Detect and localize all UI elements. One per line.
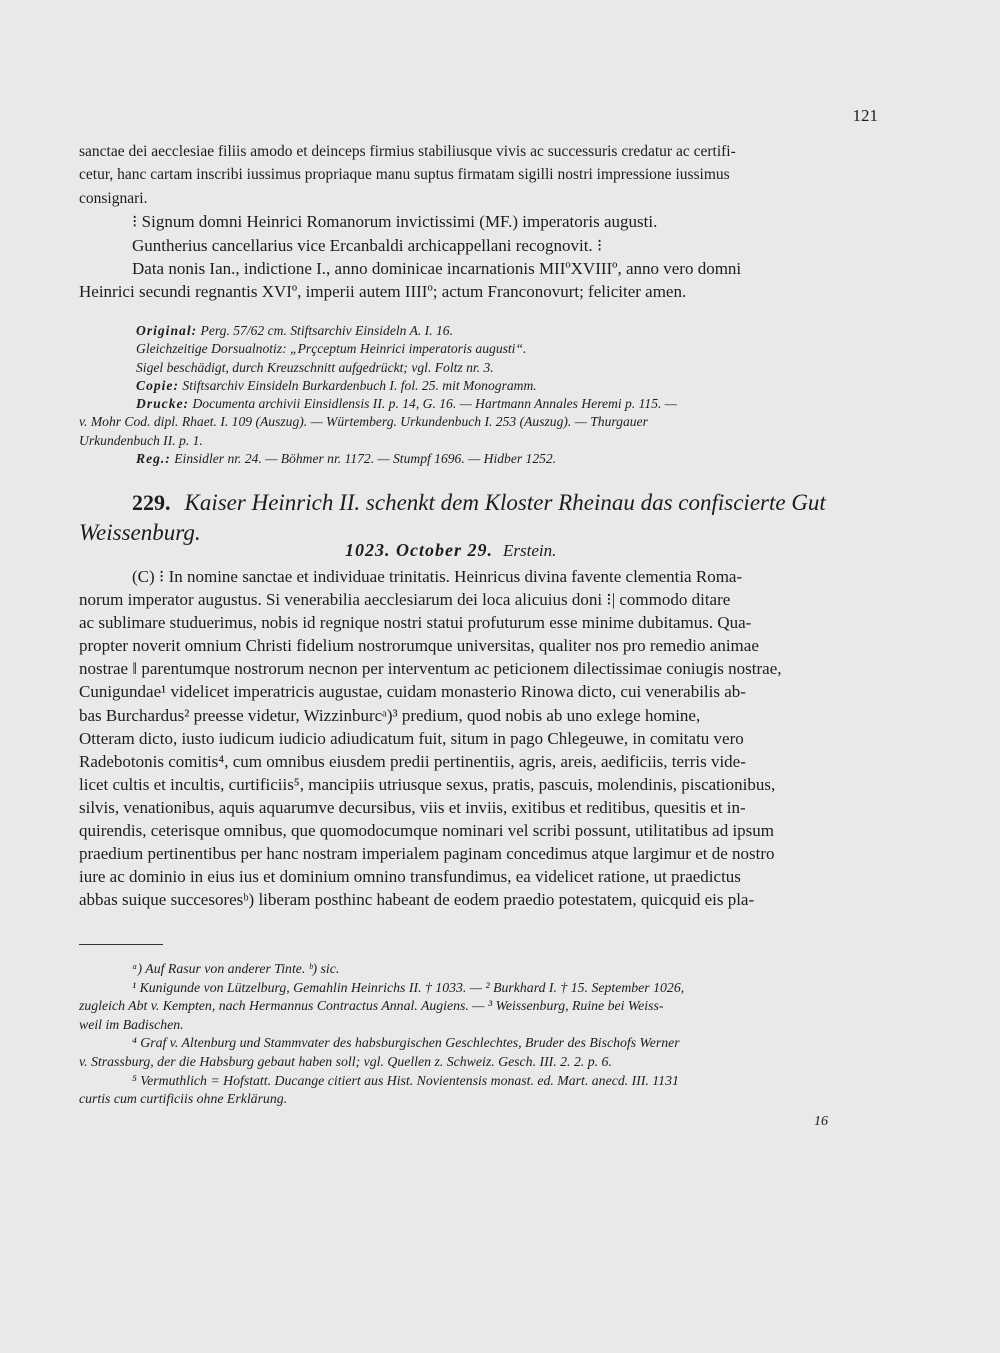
footnote-line: curtis cum curtificiis ohne Erklärung. [79, 1091, 288, 1107]
note-line: Copie: Stiftsarchiv Einsideln Burkardenbuch I. fol. 25. mit Monogramm. [136, 377, 537, 393]
data-line: Heinrici secundi regnantis XVIº, imperii autem IIIIº; actum Franconovurt; feliciter amen. [79, 282, 687, 302]
intro-paragraph [79, 140, 879, 304]
data-line: Data nonis Ian., indictione I., anno dominicae incarnationis MIIºXVIIIº, anno vero domni [132, 259, 742, 279]
document-title: Kaiser Heinrich II. schenkt dem Kloster Rheinau das confiscierte Gut Weissenburg. [79, 490, 826, 545]
charter-line: Cunigundae¹ videlicet imperatricis augustae, cuidam monasterio Rinowa dicto, cui venerabilis ab- [79, 682, 746, 702]
dateline [345, 540, 556, 561]
signature-mark: 16 [814, 1114, 828, 1129]
footnote-line: ⁴ Graf v. Altenburg und Stammvater des habsburgischen Geschlechtes, Bruder des Bischofs Werner [132, 1035, 680, 1051]
charter-line: Otteram dicto, iusto iudicum iudicio adiudicatum fuit, situm in pago Chlegeuwe, in comitatu vero [79, 728, 744, 748]
footnote-line: ⁵ Vermuthlich = Hofstatt. Ducange citiert aus Hist. Novientensis monast. ed. Mart. anecd. III. 1131 [132, 1072, 679, 1088]
charter-line: (C) ⁝ In nomine sanctae et individuae trinitatis. Heinricus divina favente clementia Roma- [132, 567, 743, 586]
footnotes [79, 960, 879, 1109]
recognovit-line: Guntherius cancellarius vice Ercanbaldi archicappellani recognovit. ⁝ [132, 235, 603, 255]
footnote-line: ¹ Kunigunde von Lützelburg, Gemahlin Heinrichs II. † 1033. — ² Burkhard I. † 15. September 1026, [132, 979, 685, 995]
charter-line: norum imperator augustus. Si venerabilia aecclesiarum dei loca alicuius doni ⁝| commodo ditare [79, 590, 731, 610]
charter-line: abbas suique succesoresᵇ) liberam posthinc habeant de eodem praedio potestatem, quicquid eis pla- [79, 890, 755, 910]
note-line: Gleichzeitige Dorsualnotiz: „Prçceptum Heinrici imperatoris augusti“. [136, 341, 527, 357]
note-line: Original: Perg. 57/62 cm. Stiftsarchiv Einsideln A. I. 16. [136, 323, 453, 338]
charter-line: nostrae ‖ parentumque nostrorum necnon per interventum ac peticionem dilectissimae coniugis nostrae, [79, 659, 782, 679]
archival-notes [79, 322, 879, 468]
note-line: Urkundenbuch II. p. 1. [79, 432, 203, 448]
note-line: Sigel beschädigt, durch Kreuzschnitt aufgedrückt; vgl. Foltz nr. 3. [136, 359, 494, 375]
charter-line: bas Burchardus² preesse videtur, Wizzinburcᵃ)³ predium, quod nobis ab uno exlege homine, [79, 705, 701, 725]
charter-line: propter noverit omnium Christi fidelium nostrorumque universitas, qualiter nos pro remedio animae [79, 636, 759, 656]
charter-line: quirendis, ceterisque omnibus, que quomodocumque nominari vel scribi possunt, utilitatibus ad ipsum [79, 821, 775, 841]
signum-line: ⁝ Signum domni Heinrici Romanorum invictissimi (MF.) imperatoris augusti. [132, 212, 658, 232]
date: 1023. October 29. [345, 540, 493, 560]
note-line: Reg.: Einsidler nr. 24. — Böhmer nr. 1172. — Stumpf 1696. — Hidber 1252. [136, 451, 557, 467]
footnote-line: ᵃ) Auf Rasur von anderer Tinte. ᵇ) sic. [132, 961, 340, 976]
charter-line: iure ac dominio in eius ius et dominium omnino transfundimus, ea videlicet ratione, ut praedictus [79, 867, 741, 887]
footnote-line: zugleich Abt v. Kempten, nach Hermannus Contractus Annal. Augiens. — ³ Weissenburg, Ruine bei Weiss- [79, 998, 664, 1014]
footnote-divider [79, 944, 163, 945]
charter-line: ac sublimare studuerimus, nobis id regnique nostri statui profuturum esse minime dubitamus. Qua- [79, 613, 752, 633]
text-line: cetur, hanc cartam inscribi iussimus propriaque manu suptus firmatam sigilli nostri impressione iussimus [79, 166, 730, 184]
charter-text [79, 565, 879, 911]
document-heading [79, 488, 879, 548]
note-line: v. Mohr Cod. dipl. Rhaet. I. 109 (Auszug). — Würtemberg. Urkundenbuch I. 253 (Auszug). — Thurgauer [79, 414, 648, 430]
charter-line: praedium pertinentibus per hanc nostram imperialem paginam concedimus atque largimur et de nostro [79, 844, 775, 864]
page-number: 121 [852, 106, 878, 125]
charter-line: licet cultis et incultis, curtificiis⁵, mancipiis utriusque sexus, pratis, pascuis, molendinis, piscationibus, [79, 774, 776, 794]
footnote-line: weil im Badischen. [79, 1016, 184, 1032]
footnote-line: v. Strassburg, der die Habsburg gebaut haben soll; vgl. Quellen z. Schweiz. Gesch. III. 2. 2. p. 6. [79, 1053, 612, 1069]
document-number: 229. [132, 490, 171, 515]
text-line: sanctae dei aecclesiae filiis amodo et deinceps firmius stabiliusque vivis ac successuris credatur ac certifi- [79, 143, 736, 160]
note-line: Drucke: Documenta archivii Einsidlensis II. p. 14, G. 16. — Hartmann Annales Heremi p. 115. — [136, 396, 677, 412]
place: Erstein. [502, 541, 557, 560]
text-line: consignari. [79, 189, 148, 207]
charter-line: silvis, venationibus, aquis aquarumve decursibus, viis et inviis, exitibus et reditibus, quesitis et in- [79, 797, 746, 817]
charter-line: Radebotonis comitis⁴, cum omnibus eiusdem predii pertinentiis, agris, areis, aedificiis, terris vide- [79, 751, 746, 771]
